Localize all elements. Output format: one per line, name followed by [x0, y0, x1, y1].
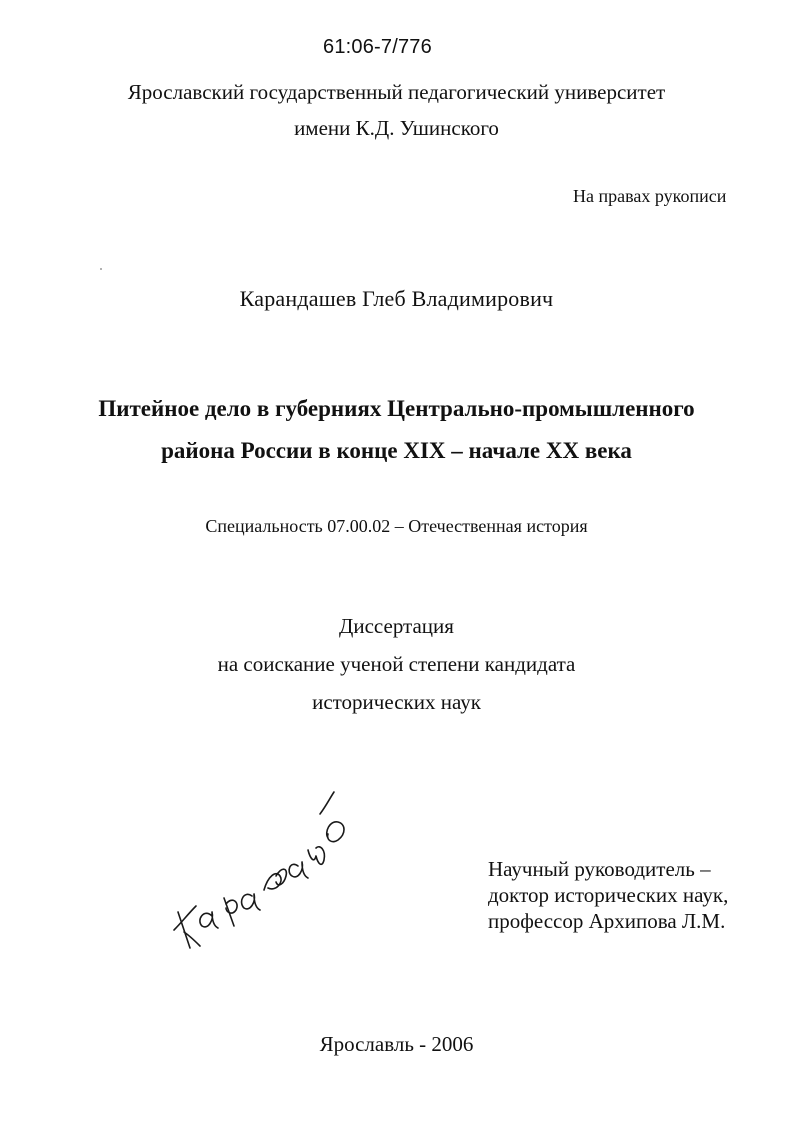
author-name: Карандашев Глеб Владимирович	[239, 286, 554, 311]
university-name-line2: имени К.Д. Ушинского	[294, 116, 499, 140]
catalog-number: 61:06-7/776	[323, 36, 432, 58]
thesis-title-line1: Питейное дело в губерниях Центрально-промышленного	[98, 396, 695, 421]
thesis-title-line2: района России в конце XIX – начале XX века	[161, 438, 632, 463]
place-and-year: Ярославль - 2006	[319, 1032, 474, 1056]
supervisor-degree: доктор исторических наук,	[488, 883, 729, 907]
manuscript-rights-note: На правах рукописи	[573, 186, 727, 206]
dissertation-label: Диссертация	[339, 614, 454, 638]
degree-line: на соискание ученой степени кандидата	[217, 652, 576, 676]
university-name-line1: Ярославский государственный педагогический университет	[127, 80, 666, 104]
degree-field-line: исторических наук	[312, 690, 481, 714]
specialty-line: Специальность 07.00.02 – Отечественная история	[205, 516, 588, 536]
supervisor-label: Научный руководитель –	[488, 857, 711, 881]
handwritten-signature	[160, 780, 360, 955]
supervisor-name: профессор Архипова Л.М.	[488, 909, 726, 933]
scan-speck	[100, 268, 102, 270]
